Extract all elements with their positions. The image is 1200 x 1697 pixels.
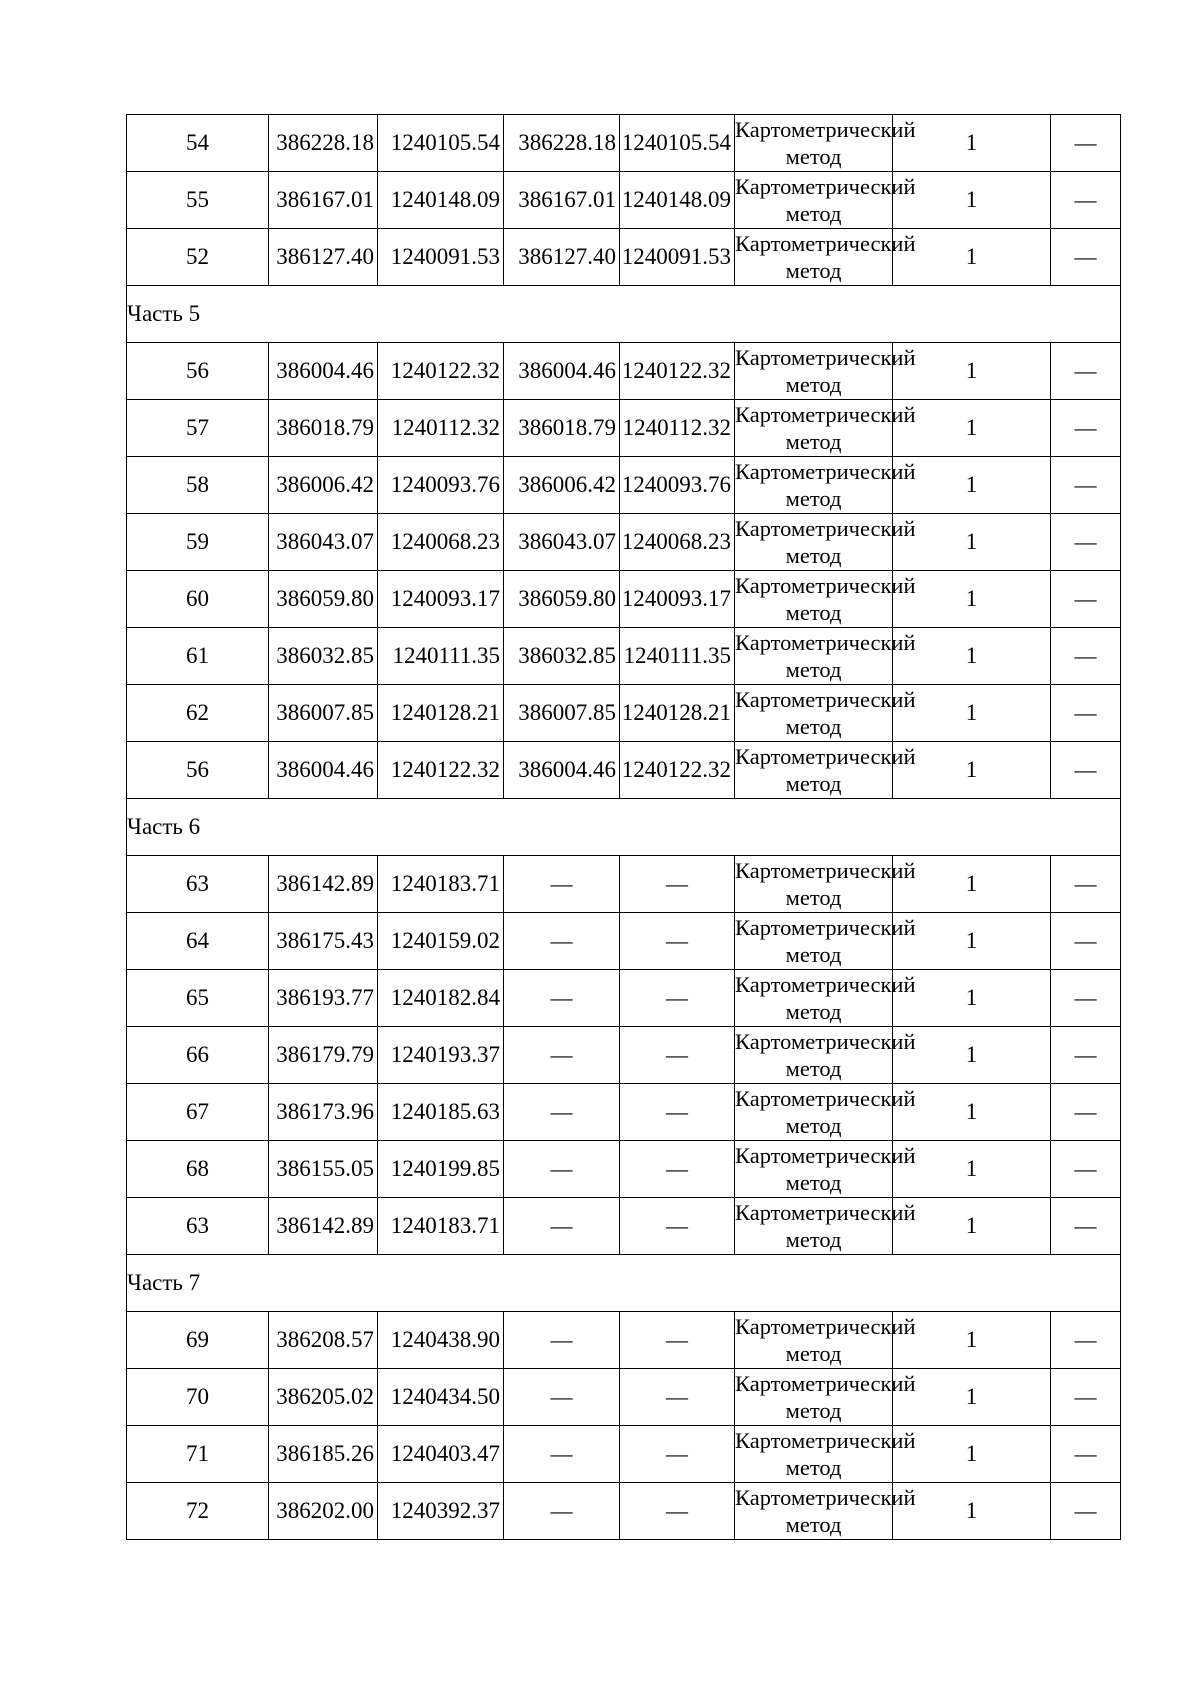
method-cell: Картометрический метод	[735, 742, 893, 799]
precision-cell: 1	[893, 172, 1051, 229]
y2-coordinate-cell: —	[620, 1027, 735, 1084]
x-coordinate-cell: 386004.46	[269, 343, 378, 400]
table-row	[127, 685, 1121, 742]
method-cell: Картометрический метод	[735, 1027, 893, 1084]
y2-coordinate-cell: —	[620, 1084, 735, 1141]
method-cell: Картометрический метод	[735, 1369, 893, 1426]
precision-cell: 1	[893, 1426, 1051, 1483]
extra-cell: —	[1051, 970, 1121, 1027]
coordinates-table-body	[127, 115, 1121, 1540]
x2-coordinate-cell: —	[504, 913, 620, 970]
y-coordinate-cell: 1240091.53	[378, 229, 504, 286]
point-number-cell: 62	[127, 685, 269, 742]
y2-coordinate-cell: 1240112.32	[620, 400, 735, 457]
table-row	[127, 1312, 1121, 1369]
x-coordinate-cell: 386127.40	[269, 229, 378, 286]
y2-coordinate-cell: 1240128.21	[620, 685, 735, 742]
y-coordinate-cell: 1240128.21	[378, 685, 504, 742]
method-cell: Картометрический метод	[735, 343, 893, 400]
y-coordinate-cell: 1240183.71	[378, 1198, 504, 1255]
table-row	[127, 343, 1121, 400]
x2-coordinate-cell: —	[504, 1312, 620, 1369]
extra-cell: —	[1051, 742, 1121, 799]
point-number-cell: 68	[127, 1141, 269, 1198]
x-coordinate-cell: 386175.43	[269, 913, 378, 970]
x2-coordinate-cell: —	[504, 1084, 620, 1141]
precision-cell: 1	[893, 457, 1051, 514]
point-number-cell: 56	[127, 742, 269, 799]
y2-coordinate-cell: —	[620, 1369, 735, 1426]
table-row	[127, 1369, 1121, 1426]
method-cell: Картометрический метод	[735, 856, 893, 913]
precision-cell: 1	[893, 400, 1051, 457]
y2-coordinate-cell: 1240122.32	[620, 742, 735, 799]
y-coordinate-cell: 1240105.54	[378, 115, 504, 172]
x-coordinate-cell: 386142.89	[269, 1198, 378, 1255]
table-row	[127, 457, 1121, 514]
y2-coordinate-cell: —	[620, 1198, 735, 1255]
extra-cell: —	[1051, 1084, 1121, 1141]
x-coordinate-cell: 386179.79	[269, 1027, 378, 1084]
x-coordinate-cell: 386032.85	[269, 628, 378, 685]
y2-coordinate-cell: 1240148.09	[620, 172, 735, 229]
method-cell: Картометрический метод	[735, 685, 893, 742]
y2-coordinate-cell: —	[620, 1141, 735, 1198]
y2-coordinate-cell: —	[620, 1426, 735, 1483]
extra-cell: —	[1051, 400, 1121, 457]
table-row	[127, 913, 1121, 970]
method-cell: Картометрический метод	[735, 1198, 893, 1255]
section-label: Часть 5	[127, 286, 1121, 343]
x-coordinate-cell: 386202.00	[269, 1483, 378, 1540]
precision-cell: 1	[893, 856, 1051, 913]
table-row	[127, 1141, 1121, 1198]
x-coordinate-cell: 386142.89	[269, 856, 378, 913]
x2-coordinate-cell: —	[504, 1027, 620, 1084]
section-header-row	[127, 1255, 1121, 1312]
coordinates-table	[126, 114, 1121, 1540]
extra-cell: —	[1051, 1198, 1121, 1255]
x2-coordinate-cell: 386007.85	[504, 685, 620, 742]
section-header-row	[127, 799, 1121, 856]
precision-cell: 1	[893, 685, 1051, 742]
method-cell: Картометрический метод	[735, 514, 893, 571]
point-number-cell: 71	[127, 1426, 269, 1483]
extra-cell: —	[1051, 1369, 1121, 1426]
x2-coordinate-cell: 386228.18	[504, 115, 620, 172]
x2-coordinate-cell: —	[504, 856, 620, 913]
table-row	[127, 1483, 1121, 1540]
y-coordinate-cell: 1240403.47	[378, 1426, 504, 1483]
point-number-cell: 72	[127, 1483, 269, 1540]
precision-cell: 1	[893, 514, 1051, 571]
section-label: Часть 7	[127, 1255, 1121, 1312]
extra-cell: —	[1051, 628, 1121, 685]
x-coordinate-cell: 386155.05	[269, 1141, 378, 1198]
x2-coordinate-cell: 386004.46	[504, 742, 620, 799]
x-coordinate-cell: 386167.01	[269, 172, 378, 229]
x-coordinate-cell: 386006.42	[269, 457, 378, 514]
method-cell: Картометрический метод	[735, 970, 893, 1027]
y2-coordinate-cell: —	[620, 1312, 735, 1369]
point-number-cell: 65	[127, 970, 269, 1027]
table-row	[127, 742, 1121, 799]
table-row	[127, 970, 1121, 1027]
method-cell: Картометрический метод	[735, 172, 893, 229]
extra-cell: —	[1051, 343, 1121, 400]
method-cell: Картометрический метод	[735, 1141, 893, 1198]
table-row	[127, 514, 1121, 571]
point-number-cell: 59	[127, 514, 269, 571]
point-number-cell: 61	[127, 628, 269, 685]
x2-coordinate-cell: 386043.07	[504, 514, 620, 571]
extra-cell: —	[1051, 1483, 1121, 1540]
extra-cell: —	[1051, 856, 1121, 913]
x2-coordinate-cell: —	[504, 970, 620, 1027]
y-coordinate-cell: 1240193.37	[378, 1027, 504, 1084]
extra-cell: —	[1051, 172, 1121, 229]
y2-coordinate-cell: 1240091.53	[620, 229, 735, 286]
y-coordinate-cell: 1240093.76	[378, 457, 504, 514]
x2-coordinate-cell: 386018.79	[504, 400, 620, 457]
x-coordinate-cell: 386043.07	[269, 514, 378, 571]
point-number-cell: 63	[127, 856, 269, 913]
precision-cell: 1	[893, 1483, 1051, 1540]
y-coordinate-cell: 1240068.23	[378, 514, 504, 571]
method-cell: Картометрический метод	[735, 229, 893, 286]
point-number-cell: 58	[127, 457, 269, 514]
extra-cell: —	[1051, 1141, 1121, 1198]
point-number-cell: 52	[127, 229, 269, 286]
table-row	[127, 856, 1121, 913]
point-number-cell: 57	[127, 400, 269, 457]
x2-coordinate-cell: —	[504, 1369, 620, 1426]
y2-coordinate-cell: 1240122.32	[620, 343, 735, 400]
x-coordinate-cell: 386205.02	[269, 1369, 378, 1426]
y2-coordinate-cell: 1240111.35	[620, 628, 735, 685]
x2-coordinate-cell: 386059.80	[504, 571, 620, 628]
method-cell: Картометрический метод	[735, 1426, 893, 1483]
x2-coordinate-cell: —	[504, 1198, 620, 1255]
section-label: Часть 6	[127, 799, 1121, 856]
extra-cell: —	[1051, 457, 1121, 514]
y2-coordinate-cell: —	[620, 970, 735, 1027]
x2-coordinate-cell: 386127.40	[504, 229, 620, 286]
y-coordinate-cell: 1240122.32	[378, 742, 504, 799]
x2-coordinate-cell: 386167.01	[504, 172, 620, 229]
y-coordinate-cell: 1240159.02	[378, 913, 504, 970]
point-number-cell: 69	[127, 1312, 269, 1369]
method-cell: Картометрический метод	[735, 1483, 893, 1540]
y2-coordinate-cell: —	[620, 856, 735, 913]
x2-coordinate-cell: —	[504, 1141, 620, 1198]
method-cell: Картометрический метод	[735, 400, 893, 457]
table-row	[127, 172, 1121, 229]
extra-cell: —	[1051, 1027, 1121, 1084]
y-coordinate-cell: 1240392.37	[378, 1483, 504, 1540]
y2-coordinate-cell: 1240093.76	[620, 457, 735, 514]
precision-cell: 1	[893, 1198, 1051, 1255]
x-coordinate-cell: 386018.79	[269, 400, 378, 457]
method-cell: Картометрический метод	[735, 457, 893, 514]
y-coordinate-cell: 1240122.32	[378, 343, 504, 400]
table-row	[127, 1198, 1121, 1255]
y-coordinate-cell: 1240111.35	[378, 628, 504, 685]
x-coordinate-cell: 386173.96	[269, 1084, 378, 1141]
table-row	[127, 1426, 1121, 1483]
point-number-cell: 63	[127, 1198, 269, 1255]
extra-cell: —	[1051, 913, 1121, 970]
y-coordinate-cell: 1240199.85	[378, 1141, 504, 1198]
x2-coordinate-cell: 386006.42	[504, 457, 620, 514]
method-cell: Картометрический метод	[735, 913, 893, 970]
point-number-cell: 55	[127, 172, 269, 229]
precision-cell: 1	[893, 742, 1051, 799]
section-header-row	[127, 286, 1121, 343]
method-cell: Картометрический метод	[735, 628, 893, 685]
table-row	[127, 628, 1121, 685]
extra-cell: —	[1051, 514, 1121, 571]
method-cell: Картометрический метод	[735, 1312, 893, 1369]
y-coordinate-cell: 1240434.50	[378, 1369, 504, 1426]
precision-cell: 1	[893, 1141, 1051, 1198]
extra-cell: —	[1051, 115, 1121, 172]
y2-coordinate-cell: 1240068.23	[620, 514, 735, 571]
x2-coordinate-cell: 386032.85	[504, 628, 620, 685]
y2-coordinate-cell: 1240093.17	[620, 571, 735, 628]
y-coordinate-cell: 1240185.63	[378, 1084, 504, 1141]
table-row	[127, 1027, 1121, 1084]
x-coordinate-cell: 386228.18	[269, 115, 378, 172]
x-coordinate-cell: 386185.26	[269, 1426, 378, 1483]
y-coordinate-cell: 1240112.32	[378, 400, 504, 457]
x-coordinate-cell: 386059.80	[269, 571, 378, 628]
x2-coordinate-cell: —	[504, 1426, 620, 1483]
point-number-cell: 70	[127, 1369, 269, 1426]
x-coordinate-cell: 386208.57	[269, 1312, 378, 1369]
extra-cell: —	[1051, 229, 1121, 286]
y-coordinate-cell: 1240148.09	[378, 172, 504, 229]
point-number-cell: 66	[127, 1027, 269, 1084]
method-cell: Картометрический метод	[735, 571, 893, 628]
precision-cell: 1	[893, 229, 1051, 286]
y2-coordinate-cell: 1240105.54	[620, 115, 735, 172]
method-cell: Картометрический метод	[735, 1084, 893, 1141]
y-coordinate-cell: 1240183.71	[378, 856, 504, 913]
method-cell: Картометрический метод	[735, 115, 893, 172]
table-row	[127, 115, 1121, 172]
precision-cell: 1	[893, 343, 1051, 400]
precision-cell: 1	[893, 970, 1051, 1027]
precision-cell: 1	[893, 1084, 1051, 1141]
x2-coordinate-cell: —	[504, 1483, 620, 1540]
precision-cell: 1	[893, 571, 1051, 628]
y2-coordinate-cell: —	[620, 913, 735, 970]
precision-cell: 1	[893, 1027, 1051, 1084]
point-number-cell: 67	[127, 1084, 269, 1141]
precision-cell: 1	[893, 1369, 1051, 1426]
table-row	[127, 571, 1121, 628]
y-coordinate-cell: 1240093.17	[378, 571, 504, 628]
precision-cell: 1	[893, 1312, 1051, 1369]
point-number-cell: 56	[127, 343, 269, 400]
table-row	[127, 400, 1121, 457]
x-coordinate-cell: 386004.46	[269, 742, 378, 799]
precision-cell: 1	[893, 628, 1051, 685]
extra-cell: —	[1051, 571, 1121, 628]
extra-cell: —	[1051, 1426, 1121, 1483]
x-coordinate-cell: 386007.85	[269, 685, 378, 742]
table-row	[127, 1084, 1121, 1141]
x2-coordinate-cell: 386004.46	[504, 343, 620, 400]
y-coordinate-cell: 1240438.90	[378, 1312, 504, 1369]
precision-cell: 1	[893, 115, 1051, 172]
y2-coordinate-cell: —	[620, 1483, 735, 1540]
x-coordinate-cell: 386193.77	[269, 970, 378, 1027]
precision-cell: 1	[893, 913, 1051, 970]
point-number-cell: 64	[127, 913, 269, 970]
extra-cell: —	[1051, 1312, 1121, 1369]
extra-cell: —	[1051, 685, 1121, 742]
point-number-cell: 60	[127, 571, 269, 628]
y-coordinate-cell: 1240182.84	[378, 970, 504, 1027]
point-number-cell: 54	[127, 115, 269, 172]
table-row	[127, 229, 1121, 286]
